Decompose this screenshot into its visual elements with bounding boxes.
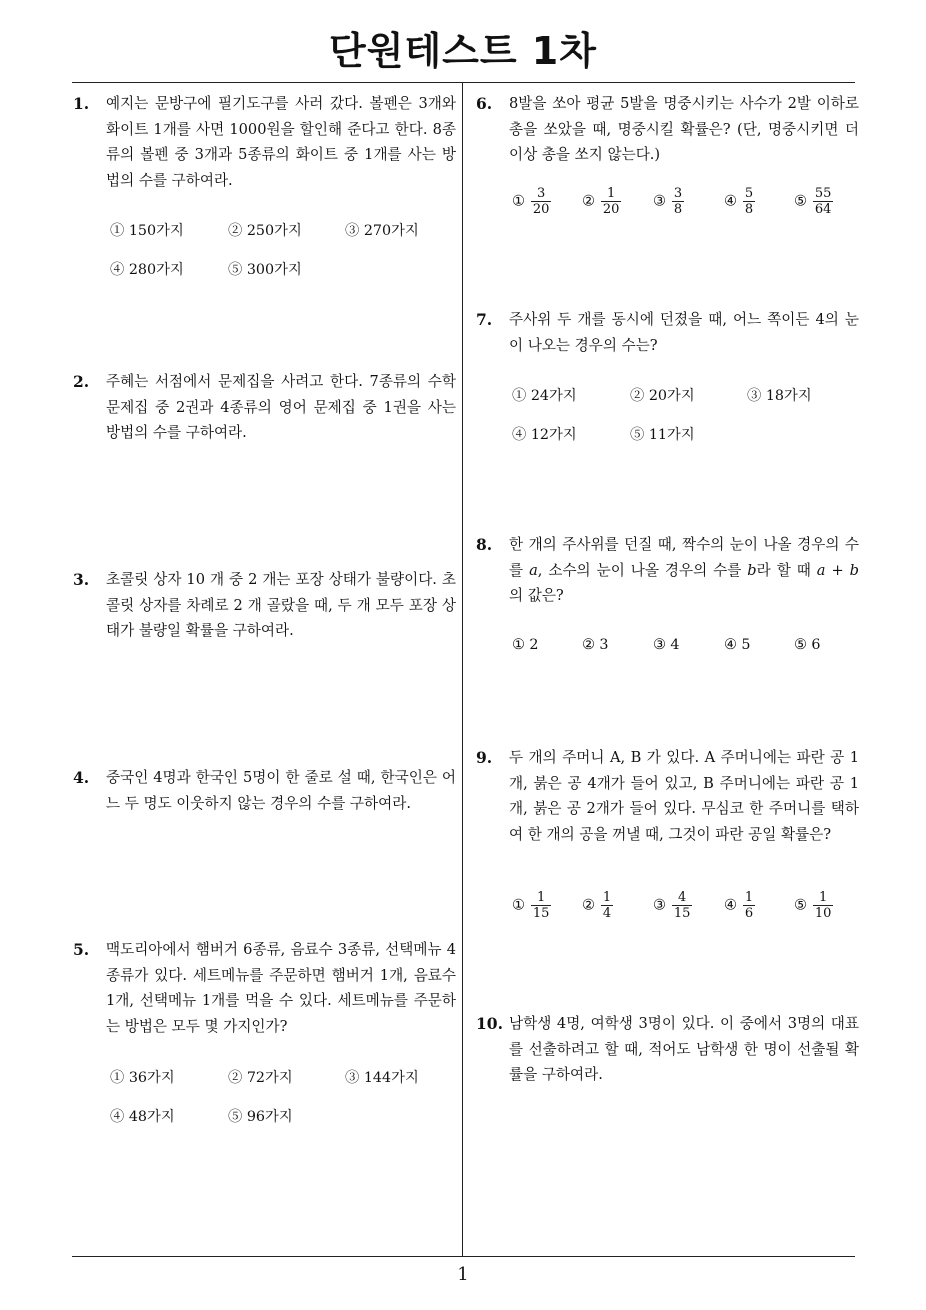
bottom-divider — [72, 1256, 855, 1257]
question-text: 예지는 문방구에 필기도구를 사러 갔다. 볼펜은 3개와 화이트 1개를 사면 1000원을 할인해 준다고 한다. 8종류의 볼펜 중 3개과 5종류의 화이트 중 1개를 사는 방법의 수를 구하여라. — [106, 95, 456, 189]
choice-5[interactable]: ⑤ 300가지 — [228, 262, 302, 278]
choice-2[interactable]: ② 72가지 — [228, 1070, 293, 1086]
question-text: 주혜는 서점에서 문제집을 사려고 한다. 7종류의 수학 문제집 중 2권과 4종류의 영어 문제집 중 1권을 사는 방법의 수를 구하여라. — [106, 373, 456, 441]
choice-1[interactable]: ① $\frac{1}{15}$ — [512, 890, 550, 921]
choice-1[interactable]: ① 150가지 — [110, 223, 184, 239]
choice-2[interactable]: ② 3 — [582, 637, 609, 653]
question-text: 주사위 두 개를 동시에 던졌을 때, 어느 쪽이든 4의 눈이 나오는 경우의 수는? — [509, 311, 859, 354]
question-number: 1. — [73, 94, 90, 113]
question-number: 5. — [73, 940, 90, 959]
choice-3[interactable]: ③ 4 — [653, 637, 680, 653]
question-4 — [73, 765, 456, 816]
choice-1[interactable]: ① 36가지 — [110, 1070, 175, 1086]
question-number: 6. — [476, 94, 493, 113]
choice-5[interactable]: ⑤ 11가지 — [630, 427, 695, 443]
question-1 — [73, 91, 456, 193]
choice-1[interactable]: ① 2 — [512, 637, 539, 653]
question-3 — [73, 567, 456, 644]
choice-3[interactable]: ③ 270가지 — [345, 223, 419, 239]
question-8 — [476, 532, 859, 609]
choice-3[interactable]: ③ 18가지 — [747, 388, 812, 404]
choice-3[interactable]: ③ $\frac{4}{15}$ — [653, 890, 691, 921]
question-6 — [476, 91, 859, 168]
question-text: 맥도리아에서 햄버거 6종류, 음료수 3종류, 선택메뉴 4종류가 있다. 세트메뉴를 주문하면 햄버거 1개, 음료수 1개, 선택메뉴 1개를 먹을 수 있다. 세트메뉴를 주문하는 방법은 모두 몇 가지인가? — [106, 941, 456, 1035]
choice-2[interactable]: ② 20가지 — [630, 388, 695, 404]
question-5 — [73, 937, 456, 1039]
question-text: 한 개의 주사위를 던질 때, 짝수의 눈이 나올 경우의 수를 a, 소수의 눈이 나올 경우의 수를 b라 할 때 a + b 의 값은? — [509, 536, 859, 604]
choice-4[interactable]: ④ 48가지 — [110, 1109, 175, 1125]
question-text: 8발을 쏘아 평균 5발을 명중시키는 사수가 2발 이하로 총을 쏘았을 때, 명중시킬 확률은? (단, 명중시키면 더 이상 총을 쏘지 않는다.) — [509, 95, 859, 163]
choice-4[interactable]: ④ $\frac{5}{8}$ — [724, 186, 754, 217]
question-number: 2. — [73, 372, 90, 391]
choice-2[interactable]: ② 250가지 — [228, 223, 302, 239]
question-text: 남학생 4명, 여학생 3명이 있다. 이 중에서 3명의 대표를 선출하려고 할 때, 적어도 남학생 한 명이 선출될 확률을 구하여라. — [509, 1015, 859, 1083]
question-number: 3. — [73, 570, 90, 589]
choice-5[interactable]: ⑤ $\frac{1}{10}$ — [794, 890, 832, 921]
page-title: 단원테스트 1차 — [329, 29, 597, 73]
choice-3[interactable]: ③ 144가지 — [345, 1070, 419, 1086]
question-9 — [476, 745, 859, 847]
page-number: 1 — [457, 1264, 469, 1285]
choice-3[interactable]: ③ $\frac{3}{8}$ — [653, 186, 683, 217]
choice-2[interactable]: ② $\frac{1}{4}$ — [582, 890, 612, 921]
column-divider — [462, 82, 463, 1257]
choice-4[interactable]: ④ 280가지 — [110, 262, 184, 278]
question-7 — [476, 307, 859, 358]
choice-4[interactable]: ④ 12가지 — [512, 427, 577, 443]
choice-1[interactable]: ① $\frac{3}{20}$ — [512, 186, 550, 217]
choice-5[interactable]: ⑤ 6 — [794, 637, 821, 653]
choice-5[interactable]: ⑤ 96가지 — [228, 1109, 293, 1125]
choice-4[interactable]: ④ 5 — [724, 637, 751, 653]
choice-4[interactable]: ④ $\frac{1}{6}$ — [724, 890, 754, 921]
question-number: 7. — [476, 310, 493, 329]
question-text: 중국인 4명과 한국인 5명이 한 줄로 설 때, 한국인은 어느 두 명도 이웃하지 않는 경우의 수를 구하여라. — [106, 769, 456, 812]
question-text: 초콜릿 상자 10 개 중 2 개는 포장 상태가 불량이다. 초콜릿 상자를 차례로 2 개 골랐을 때, 두 개 모두 포장 상태가 불량일 확률을 구하여라. — [106, 571, 456, 639]
question-text: 두 개의 주머니 A, B 가 있다. A 주머니에는 파란 공 1개, 붉은 공 4개가 들어 있고, B 주머니에는 파란 공 1개, 붉은 공 2개가 들어 있다. 무심코 한 주머니를 택하여 한 개의 공을 꺼낼 때, 그것이 파란 공일 확률은? — [509, 749, 859, 843]
question-number: 8. — [476, 535, 493, 554]
top-divider — [72, 82, 855, 83]
choice-1[interactable]: ① 24가지 — [512, 388, 577, 404]
question-number: 10. — [476, 1014, 503, 1033]
question-number: 4. — [73, 768, 90, 787]
question-number: 9. — [476, 748, 493, 767]
question-2 — [73, 369, 456, 446]
choice-2[interactable]: ② $\frac{1}{20}$ — [582, 186, 620, 217]
choice-5[interactable]: ⑤ $\frac{55}{64}$ — [794, 186, 832, 217]
question-10 — [476, 1011, 859, 1088]
